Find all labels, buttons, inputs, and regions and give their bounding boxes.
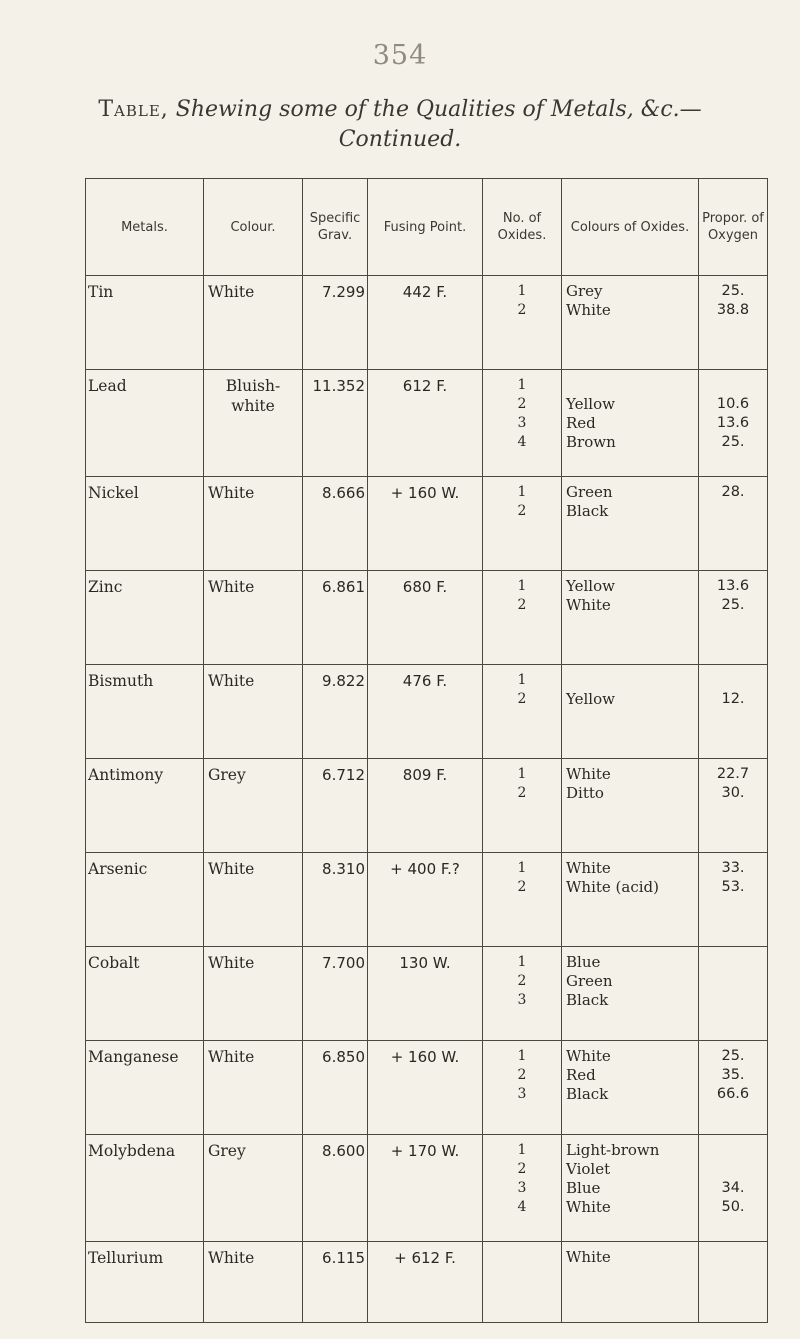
oxide-count-line: 2: [517, 1067, 527, 1083]
oxide-colours-line: White: [566, 859, 611, 877]
oxide-count-line: 1: [517, 1048, 527, 1064]
oxide-count-line: 3: [517, 1180, 527, 1196]
oxide-colours-line: Green: [566, 972, 613, 990]
oxygen-proportion: [699, 477, 768, 571]
table-row: [86, 853, 768, 947]
table-row: [86, 571, 768, 665]
metal-name: Molybdena: [86, 1135, 204, 1242]
fusing-point: 130 W.: [368, 947, 483, 1041]
table-body: [86, 276, 768, 1323]
oxide-colours-line: White: [566, 596, 611, 614]
oxide-colours-line: Red: [566, 414, 596, 432]
oxide-colours-line: Black: [566, 991, 609, 1009]
metals-qualities-table: [85, 178, 768, 1323]
oxide-colours-line: Blue: [566, 1179, 601, 1197]
oxygen-proportion: [699, 276, 768, 370]
oxide-count-line: 2: [517, 396, 527, 412]
oxide-count: [483, 276, 562, 370]
oxide-colours-line: Light-brown: [566, 1141, 660, 1159]
specific-gravity: 7.299: [303, 276, 368, 370]
oxygen-proportion: [699, 853, 768, 947]
metal-name: Tin: [86, 276, 204, 370]
oxygen-proportion-line: [703, 376, 763, 395]
oxide-count-line: 1: [517, 1142, 527, 1158]
specific-gravity: 6.115: [303, 1242, 368, 1323]
oxygen-proportion-line: 66.6: [716, 1086, 750, 1102]
table-row: [86, 1135, 768, 1242]
specific-gravity: 11.352: [303, 370, 368, 477]
oxygen-proportion: [699, 571, 768, 665]
oxide-count-line: 1: [517, 954, 527, 970]
header-propor-of-oxygen: Propor. of Oxygen: [699, 179, 768, 276]
oxide-colours: [562, 370, 699, 477]
oxide-colours-line: White: [566, 765, 611, 783]
oxide-count: [483, 477, 562, 571]
oxide-colours: [562, 1135, 699, 1242]
oxygen-proportion-line: 25.: [721, 597, 745, 613]
oxide-count-line: 1: [517, 766, 527, 782]
oxide-colours-line: Blue: [566, 953, 601, 971]
oxygen-proportion: [699, 759, 768, 853]
oxide-count-line: 2: [517, 597, 527, 613]
metal-name: Tellurium: [86, 1242, 204, 1323]
table-row: [86, 276, 768, 370]
oxide-colours: [562, 571, 699, 665]
fusing-point: + 612 F.: [368, 1242, 483, 1323]
oxide-colours-line: [566, 376, 694, 395]
fusing-point: 476 F.: [368, 665, 483, 759]
fusing-point: 680 F.: [368, 571, 483, 665]
metal-colour: White: [204, 1242, 303, 1323]
specific-gravity: 7.700: [303, 947, 368, 1041]
metal-name: Nickel: [86, 477, 204, 571]
metal-name: Manganese: [86, 1041, 204, 1135]
metal-name: Cobalt: [86, 947, 204, 1041]
oxygen-proportion-line: 33.: [721, 860, 745, 876]
oxygen-proportion-line: 25.: [721, 283, 745, 299]
oxide-colours-line: Green: [566, 483, 613, 501]
metal-name: Zinc: [86, 571, 204, 665]
oxide-colours-line: Black: [566, 1085, 609, 1103]
metal-name: Lead: [86, 370, 204, 477]
oxygen-proportion-line: 25.: [721, 1048, 745, 1064]
oxide-colours: [562, 947, 699, 1041]
oxide-count: [483, 1041, 562, 1135]
fusing-point: + 400 F.?: [368, 853, 483, 947]
oxygen-proportion-line: 30.: [721, 785, 745, 801]
oxide-count-line: 3: [517, 992, 527, 1008]
oxygen-proportion-line: 53.: [721, 879, 745, 895]
oxide-colours: [562, 665, 699, 759]
specific-gravity: 6.861: [303, 571, 368, 665]
oxide-colours-line: Violet: [566, 1160, 611, 1178]
oxygen-proportion: [699, 1242, 768, 1323]
oxygen-proportion-line: 28.: [721, 484, 745, 500]
title-caption: Shewing some of the Qualities of Metals, &c.—: [175, 97, 702, 122]
oxide-count-line: 2: [517, 973, 527, 989]
header-row: [86, 179, 768, 276]
oxide-colours-line: Brown: [566, 433, 616, 451]
oxygen-proportion-line: 12.: [721, 691, 745, 707]
header-metals: Metals.: [86, 179, 204, 276]
header-colours-of-oxides: Colours of Oxides.: [562, 179, 699, 276]
specific-gravity: 8.600: [303, 1135, 368, 1242]
table-row: [86, 947, 768, 1041]
metal-colour: Grey: [204, 759, 303, 853]
table-row: [86, 1242, 768, 1323]
metal-colour: White: [204, 571, 303, 665]
header-fusing-point: Fusing Point.: [368, 179, 483, 276]
oxide-count-line: 1: [517, 484, 527, 500]
oxide-colours-line: White: [566, 1248, 611, 1266]
oxide-colours-line: Yellow: [566, 690, 615, 708]
oxide-count: [483, 1135, 562, 1242]
oxide-count-line: 3: [517, 1086, 527, 1102]
oxide-colours: [562, 477, 699, 571]
table-title: [0, 95, 800, 155]
header-specific-grav: Specific Grav.: [303, 179, 368, 276]
oxide-count-line: 1: [517, 283, 527, 299]
oxide-count-line: 2: [517, 785, 527, 801]
oxide-colours-line: Red: [566, 1066, 596, 1084]
oxygen-proportion: [699, 370, 768, 477]
oxygen-proportion-line: 34.: [721, 1180, 745, 1196]
oxide-colours-line: Black: [566, 502, 609, 520]
oxide-colours-line: Grey: [566, 282, 603, 300]
metal-colour: Grey: [204, 1135, 303, 1242]
metal-colour: White: [204, 665, 303, 759]
oxygen-proportion: [699, 947, 768, 1041]
metal-colour: White: [204, 477, 303, 571]
oxide-count-line: 1: [517, 860, 527, 876]
oxygen-proportion-line: 50.: [721, 1199, 745, 1215]
fusing-point: + 160 W.: [368, 477, 483, 571]
table-row: [86, 370, 768, 477]
header-no-of-oxides: No. of Oxides.: [483, 179, 562, 276]
oxide-colours: [562, 276, 699, 370]
page-number: 354: [372, 40, 428, 71]
title-table-word: Table,: [98, 97, 169, 122]
oxygen-proportion-line: 22.7: [716, 766, 750, 782]
oxide-colours: [562, 853, 699, 947]
table-row: [86, 759, 768, 853]
oxide-count: [483, 759, 562, 853]
oxygen-proportion-line: 35.: [721, 1067, 745, 1083]
oxide-count: [483, 665, 562, 759]
metal-colour: White: [204, 1041, 303, 1135]
fusing-point: + 160 W.: [368, 1041, 483, 1135]
specific-gravity: 8.666: [303, 477, 368, 571]
oxide-colours-line: White: [566, 301, 611, 319]
header-colour: Colour.: [204, 179, 303, 276]
oxide-count-line: 4: [517, 1199, 527, 1215]
oxide-colours-line: White: [566, 1198, 611, 1216]
oxide-count-line: 3: [517, 415, 527, 431]
table-row: [86, 1041, 768, 1135]
oxide-colours-line: White (acid): [566, 878, 659, 896]
table-row: [86, 477, 768, 571]
oxide-colours: [562, 759, 699, 853]
specific-gravity: 8.310: [303, 853, 368, 947]
metal-colour: White: [204, 853, 303, 947]
oxide-count: [483, 947, 562, 1041]
oxide-count: [483, 853, 562, 947]
fusing-point: 612 F.: [368, 370, 483, 477]
oxide-count-line: 1: [517, 672, 527, 688]
title-continued: Continued.: [338, 127, 462, 152]
oxide-colours-line: White: [566, 1047, 611, 1065]
oxide-count: [483, 571, 562, 665]
oxygen-proportion-line: [703, 1160, 763, 1179]
table-row: [86, 665, 768, 759]
oxide-colours: [562, 1041, 699, 1135]
oxide-count-line: 1: [517, 578, 527, 594]
oxygen-proportion-line: [703, 1141, 763, 1160]
fusing-point: 442 F.: [368, 276, 483, 370]
fusing-point: + 170 W.: [368, 1135, 483, 1242]
metal-colour: Bluish-white: [204, 370, 303, 477]
specific-gravity: 9.822: [303, 665, 368, 759]
oxygen-proportion-line: 13.6: [716, 578, 750, 594]
oxygen-proportion-line: 10.6: [716, 396, 750, 412]
metal-colour: White: [204, 276, 303, 370]
oxide-colours-line: Yellow: [566, 577, 615, 595]
oxide-count-line: 2: [517, 302, 527, 318]
oxygen-proportion-line: 38.8: [716, 302, 750, 318]
oxide-count-line: 2: [517, 1161, 527, 1177]
metal-name: Arsenic: [86, 853, 204, 947]
oxide-colours: [562, 1242, 699, 1323]
specific-gravity: 6.712: [303, 759, 368, 853]
oxide-count: [483, 1242, 562, 1323]
fusing-point: 809 F.: [368, 759, 483, 853]
oxide-count-line: 4: [517, 434, 527, 450]
oxygen-proportion-line: 13.6: [716, 415, 750, 431]
specific-gravity: 6.850: [303, 1041, 368, 1135]
oxygen-proportion: [699, 1041, 768, 1135]
oxide-count-line: 2: [517, 503, 527, 519]
metal-colour: White: [204, 947, 303, 1041]
metal-name: Bismuth: [86, 665, 204, 759]
oxygen-proportion-line: 25.: [721, 434, 745, 450]
oxygen-proportion: [699, 665, 768, 759]
oxide-count: [483, 370, 562, 477]
metal-name: Antimony: [86, 759, 204, 853]
oxide-colours-line: [566, 671, 694, 690]
oxide-colours-line: Yellow: [566, 395, 615, 413]
oxygen-proportion: [699, 1135, 768, 1242]
oxide-count-line: 2: [517, 879, 527, 895]
oxide-colours-line: Ditto: [566, 784, 604, 802]
oxide-count-line: 2: [517, 691, 527, 707]
oxygen-proportion-line: [703, 671, 763, 690]
oxide-count-line: 1: [517, 377, 527, 393]
